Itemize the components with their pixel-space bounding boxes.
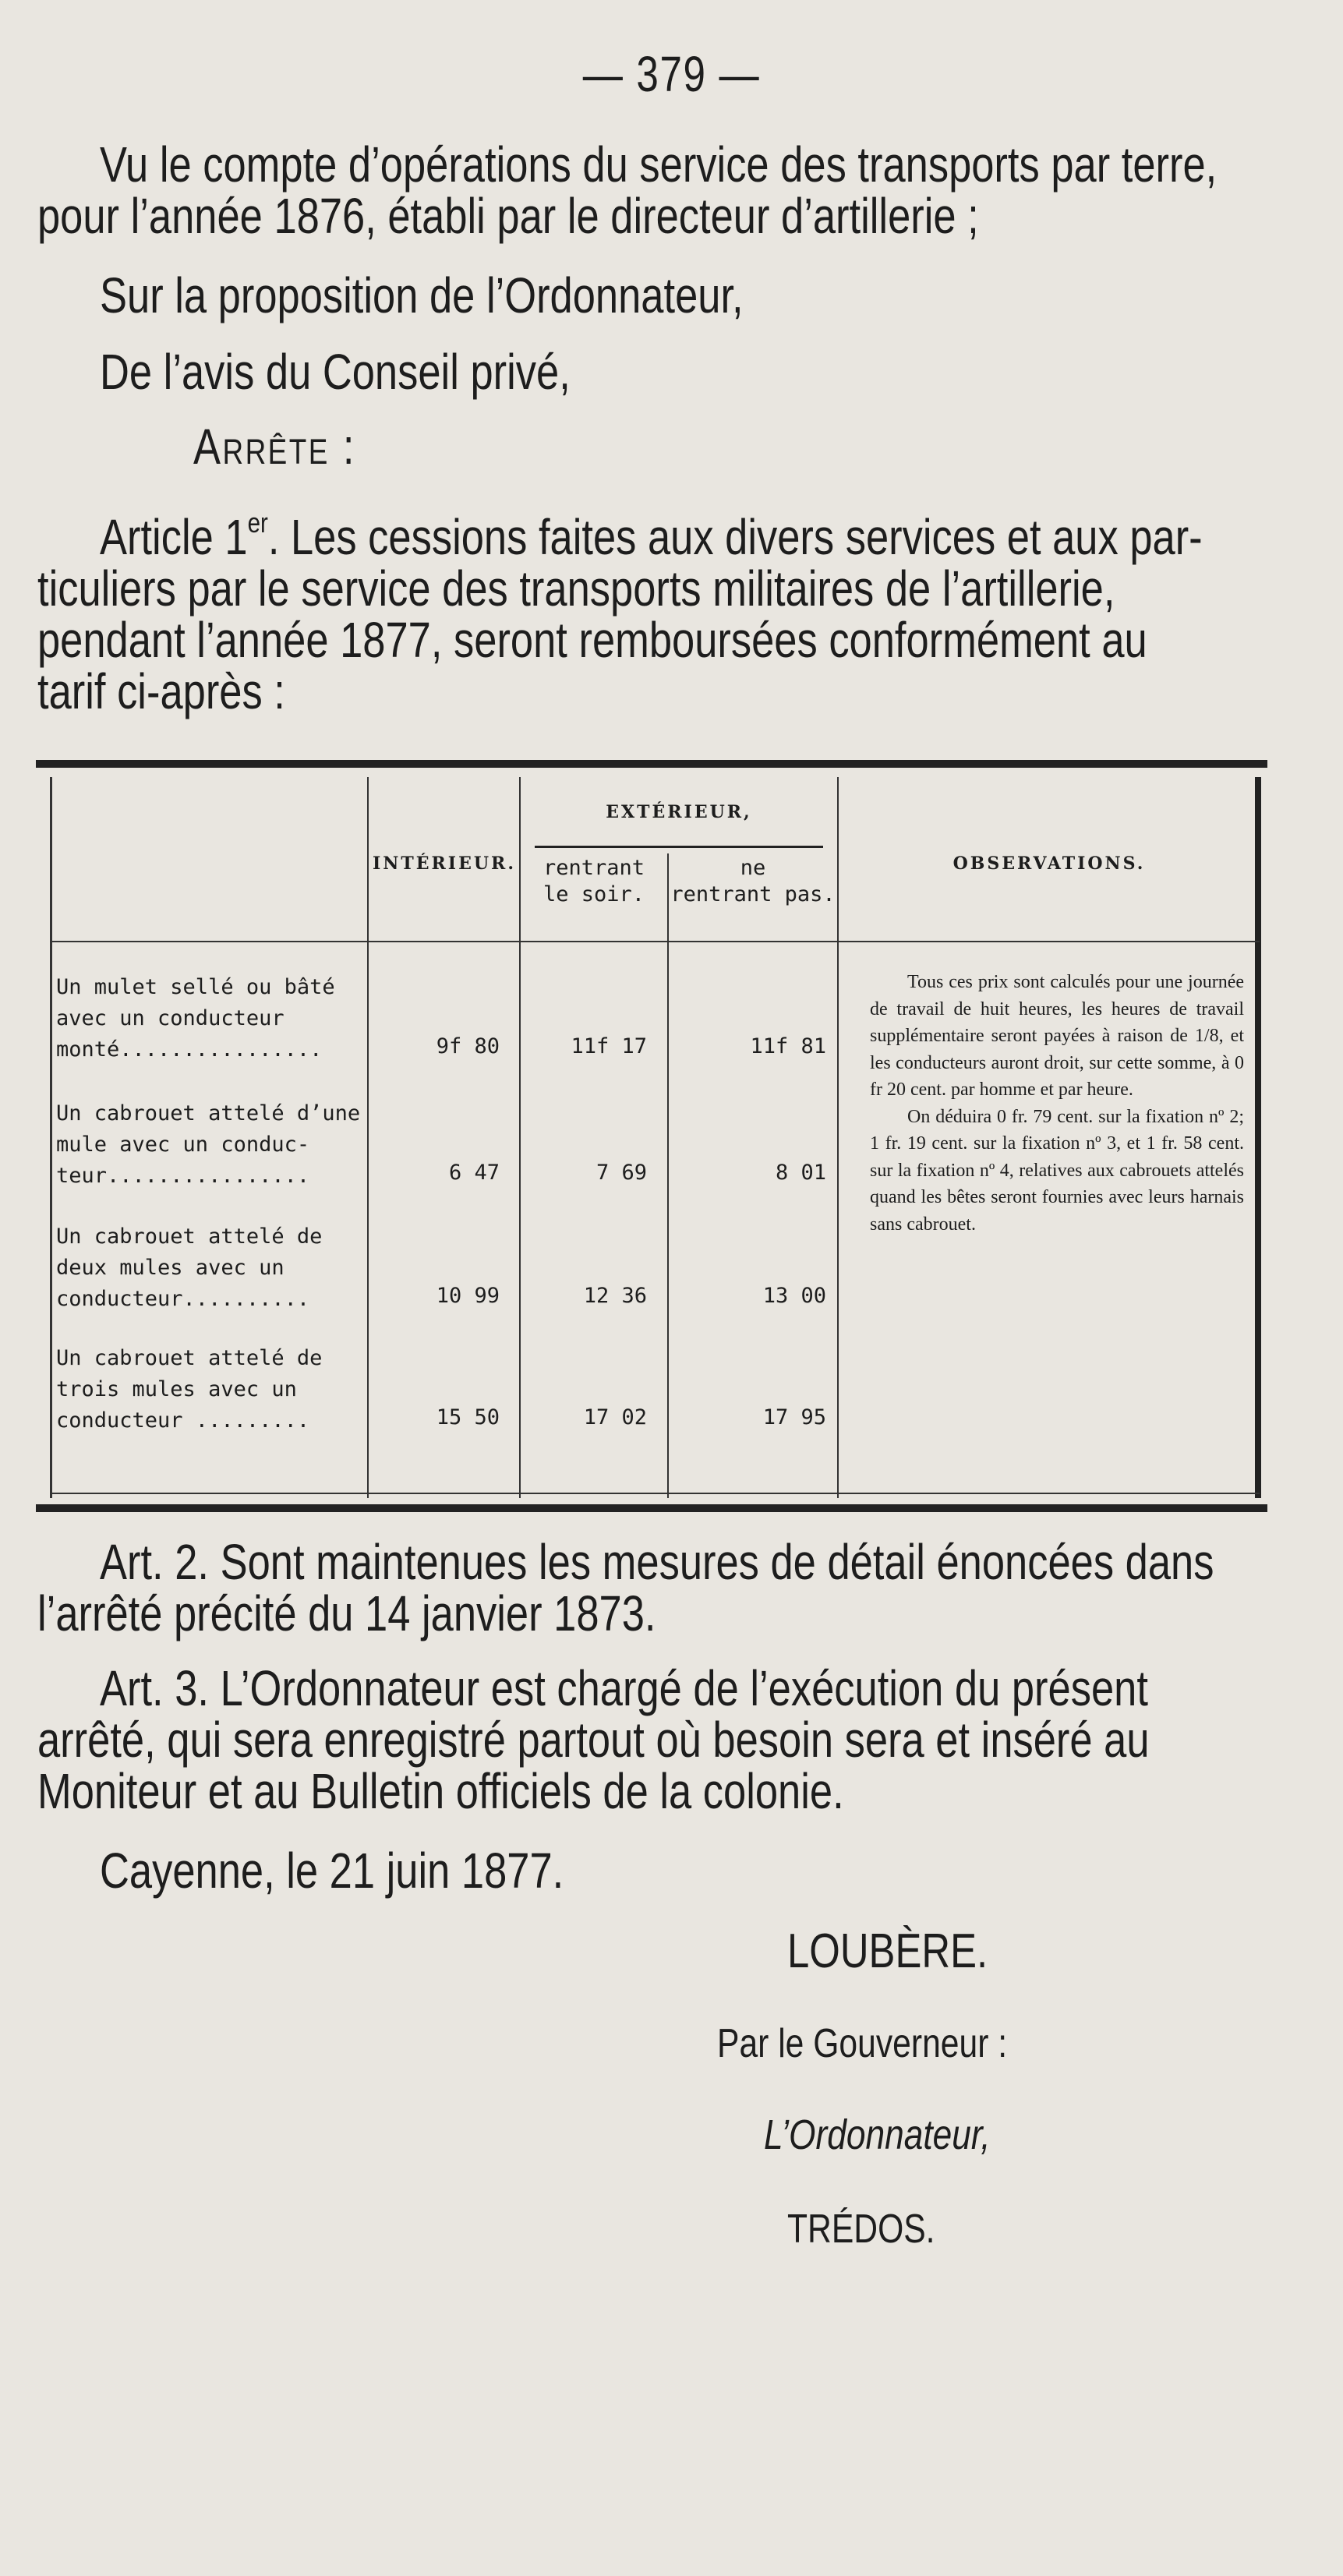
cell-non-rentrant: 8 01 [775,1161,826,1185]
intro-line-4: De l’avis du Conseil privé, [100,344,571,400]
observations-text: Tous ces prix sont calculés pour une journée de travail de huit heures, les heures de travail supplémentaire seront payées à raison de 1/8, et les conducteurs auront droit, sur cette somme, à 0 fr 20 cent. par homme et par heure. On déduira 0 fr. 79 cent. sur la fixation nº 2; 1 fr. 19 cent. sur la fixation nº 3, et 1 fr. 58 cent. sur la fixation nº 4, relatives aux cabrouets attelés quand les bêtes seront fournies avec leurs harnais sans cabrouet. [870,972,1244,1235]
article-1-line-1: Article 1er. Les cessions faites aux divers services et aux par- [100,507,1203,565]
intro-line-2: pour l’année 1876, établi par le directeur d’artillerie ; [37,188,979,244]
cell-non-rentrant: 17 95 [762,1405,826,1429]
arrete-heading: Arrête : [193,419,356,475]
header-rule [51,941,1260,942]
signatory-name: LOUBÈRE. [787,1924,988,1978]
page-number: — 379 — [582,46,761,102]
tariff-table [36,760,1267,1512]
article-3-line-1: Art. 3. L’Ordonnateur est chargé de l’exécution du présent [100,1660,1148,1716]
cell-non-rentrant: 13 00 [762,1284,826,1308]
row-label: Un cabrouet attelé d’une mule avec un conduc- teur................ [56,1101,361,1188]
article-2-line-1: Art. 2. Sont maintenues les mesures de détail énoncées dans [100,1534,1214,1590]
header-ne-rentrant-pas: ne rentrant pas. [670,856,836,906]
header-exterieur: EXTÉRIEUR, [606,802,752,822]
article-1-line-3: pendant l’année 1877, seront remboursées conformément au [37,612,1147,668]
article-2-line-2: l’arrêté précité du 14 janvier 1873. [37,1585,656,1641]
intro-line-3: Sur la proposition de l’Ordonnateur, [100,267,744,323]
cell-interieur: 9f 80 [436,1034,500,1058]
article-3-line-3: Moniteur et au Bulletin officiels de la colonie. [37,1763,844,1819]
article-3-line-2: arrêté, qui sera enregistré partout où besoin sera et inséré au [37,1712,1150,1768]
cell-interieur: 6 47 [448,1161,500,1185]
cell-interieur: 15 50 [436,1405,500,1429]
cell-non-rentrant: 11f 81 [750,1034,826,1058]
cell-rentrant: 11f 17 [571,1034,647,1058]
row-label: Un mulet sellé ou bâté avec un conducteur monté................ [56,975,335,1062]
exterieur-brace [535,846,823,848]
intro-line-1: Vu le compte d’opérations du service des transports par terre, [100,136,1218,193]
header-interieur: INTÉRIEUR. [372,853,516,874]
footer-rule [51,1493,1260,1494]
header-rentrant: rentrant le soir. [543,856,645,906]
countersignatory-name: TRÉDOS. [787,2207,935,2252]
place-date: Cayenne, le 21 juin 1877. [100,1843,564,1899]
signatory-title: L’Ordonnateur, [764,2111,991,2158]
row-label: Un cabrouet attelé de deux mules avec un conducteur.......... [56,1224,323,1311]
cell-interieur: 10 99 [436,1284,500,1308]
col-rule [837,777,839,1498]
cell-rentrant: 17 02 [583,1405,647,1429]
article-1-line-4: tarif ci-après : [37,663,285,719]
row-label: Un cabrouet attelé de trois mules avec un conducteur ......... [56,1346,323,1433]
cell-rentrant: 12 36 [583,1284,647,1308]
col-rule [367,777,369,1498]
header-observations: OBSERVATIONS. [952,853,1146,874]
col-rule [667,853,669,1498]
cell-rentrant: 7 69 [596,1161,647,1185]
article-1-line-2: ticuliers par le service des transports militaires de l’artillerie, [37,560,1115,617]
signatory-by: Par le Gouverneur : [717,2021,1008,2066]
